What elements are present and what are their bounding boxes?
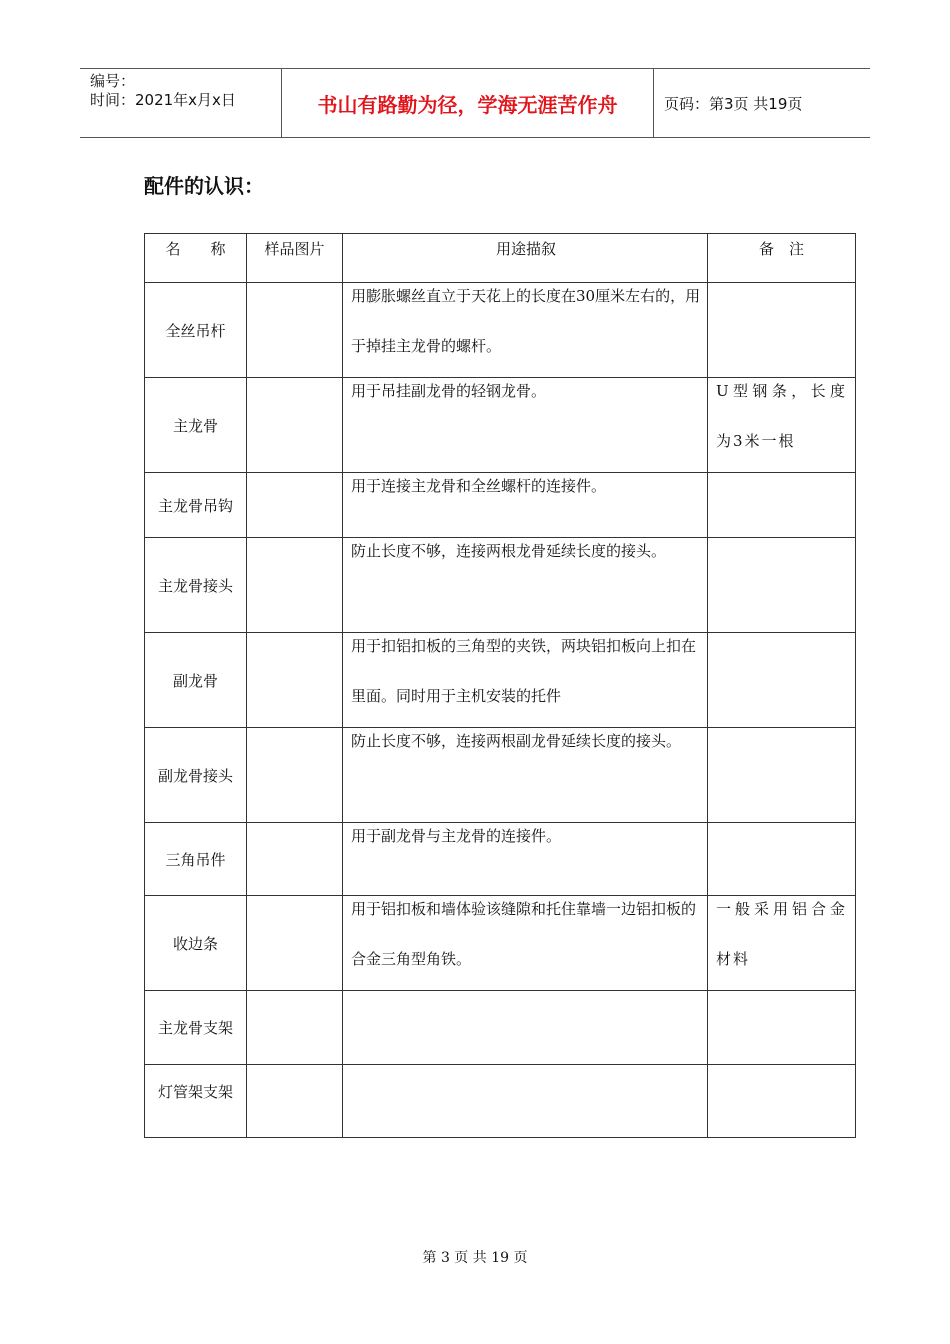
part-use: 用于连接主龙骨和全丝螺杆的连接件。: [343, 473, 708, 538]
table-row: [145, 1065, 856, 1138]
header-page-info: 页码：第3页 共19页: [664, 94, 803, 113]
sample-image-cell: [247, 896, 343, 991]
part-note: [708, 728, 856, 823]
table-row: [145, 728, 856, 823]
part-name: 收边条: [145, 896, 247, 991]
parts-table: [144, 233, 856, 1138]
part-name: 主龙骨吊钩: [145, 473, 247, 538]
sample-image-cell: [247, 1065, 343, 1138]
page-footer: 第 3 页 共 19 页: [422, 1250, 528, 1266]
sample-image-cell: [247, 823, 343, 896]
part-note: [708, 283, 856, 378]
sample-image-cell: [247, 538, 343, 633]
column-header-note: 备 注: [708, 234, 856, 283]
part-note: U型钢条，长度为3米一根: [708, 378, 856, 473]
part-use: 防止长度不够，连接两根龙骨延续长度的接头。: [343, 538, 708, 633]
page-header: [80, 68, 870, 138]
part-name: 灯管架支架: [145, 1065, 247, 1138]
section-title: 配件的认识：: [144, 174, 264, 198]
header-motto: 书山有路勤为径，学海无涯苦作舟: [282, 69, 654, 137]
part-use: 用于吊挂副龙骨的轻钢龙骨。: [343, 378, 708, 473]
part-note: 一般采用铝合金材料: [708, 896, 856, 991]
part-use: [343, 991, 708, 1065]
sample-image-cell: [247, 378, 343, 473]
part-note: [708, 991, 856, 1065]
part-note: [708, 473, 856, 538]
table-row: [145, 283, 856, 378]
sample-image-cell: [247, 283, 343, 378]
part-name: 主龙骨: [145, 378, 247, 473]
number-label: 编号：: [90, 72, 136, 90]
column-header-image: 样品图片: [247, 234, 343, 283]
table-row: [145, 633, 856, 728]
part-use: 防止长度不够，连接两根副龙骨延续长度的接头。: [343, 728, 708, 823]
sample-image-cell: [247, 728, 343, 823]
part-use: 用于副龙骨与主龙骨的连接件。: [343, 823, 708, 896]
part-name: 副龙骨接头: [145, 728, 247, 823]
table-row: [145, 896, 856, 991]
date-label: 时间：2021年x月x日: [90, 91, 236, 109]
part-note: [708, 538, 856, 633]
part-name: 主龙骨支架: [145, 991, 247, 1065]
part-use: 用于铝扣板和墙体验该缝隙和托住靠墙一边铝扣板的合金三角型角铁。: [343, 896, 708, 991]
table-row: [145, 991, 856, 1065]
part-name: 三角吊件: [145, 823, 247, 896]
table-row: [145, 538, 856, 633]
part-use: 用于扣铝扣板的三角型的夹铁，两块铝扣板向上扣在里面。同时用于主机安装的托件: [343, 633, 708, 728]
part-name: 主龙骨接头: [145, 538, 247, 633]
column-header-use: 用途描叙: [343, 234, 708, 283]
column-header-name: 名 称: [145, 234, 247, 283]
sample-image-cell: [247, 991, 343, 1065]
sample-image-cell: [247, 633, 343, 728]
table-row: [145, 378, 856, 473]
part-note: [708, 1065, 856, 1138]
sample-image-cell: [247, 473, 343, 538]
part-name: 全丝吊杆: [145, 283, 247, 378]
header-meta: [80, 69, 282, 137]
part-note: [708, 633, 856, 728]
part-name: 副龙骨: [145, 633, 247, 728]
part-use: 用膨胀螺丝直立于天花上的长度在30厘米左右的，用于掉挂主龙骨的螺杆。: [343, 283, 708, 378]
part-use: [343, 1065, 708, 1138]
